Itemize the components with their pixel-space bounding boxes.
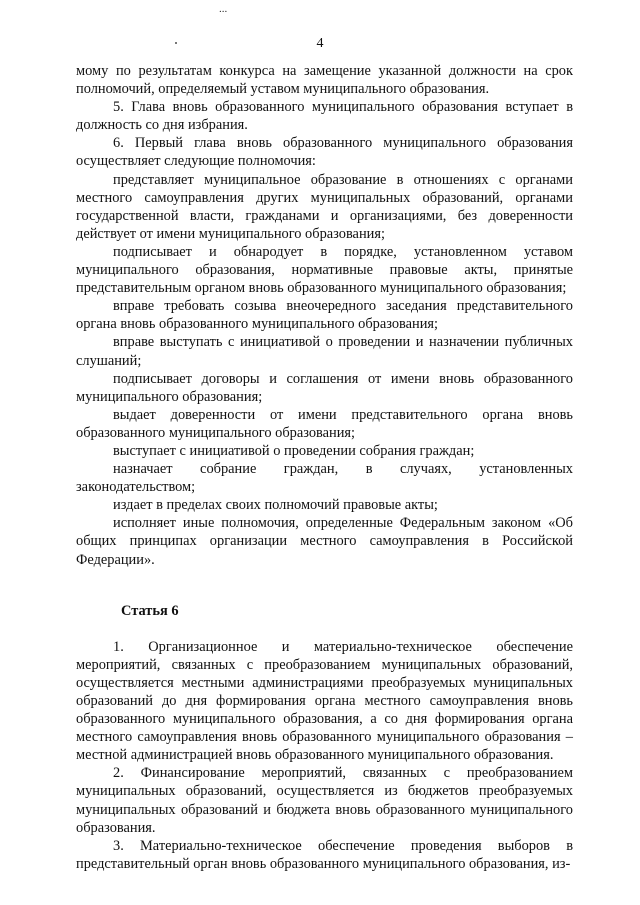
power-list-item: выступает с инициативой о проведении собрания граждан; xyxy=(113,442,475,459)
paragraph-item-6: 6. Первый глава вновь образованного муниципального образования осуществляет следующие полномочия: xyxy=(76,135,573,170)
power-list-item: исполняет иные полномочия, определенные Федеральным законом «Об общих принципах организации местного самоуправления в Российской Федерации». xyxy=(76,515,573,568)
power-list-item: выдает доверенности от имени представительного органа вновь образованного муниципального образования; xyxy=(76,406,573,441)
power-list-item: издает в пределах своих полномочий правовые акты; xyxy=(113,497,438,514)
paragraph-item-5: 5. Глава вновь образованного муниципального образования вступает в должность со дня избрания. xyxy=(76,99,573,134)
power-list-item: представляет муниципальное образование в отношениях с органами местного самоуправления других муниципальных образований, органами государственной власти, гражданами и организациями, без доверенности действует от имени муниципального образования; xyxy=(76,171,573,242)
power-list-item: подписывает и обнародует в порядке, установленном уставом муниципального образования, нормативные правовые акты, принятые представительным органом вновь образованного муниципального образования; xyxy=(76,243,573,297)
article-paragraph-3: 3. Материально-техническое обеспечение проведения выборов в представительный орган вновь образованного муниципального образования, из- xyxy=(76,837,573,872)
article-heading: Статья 6 xyxy=(121,602,179,619)
header-mark: ... xyxy=(219,3,228,15)
power-list-item: подписывает договоры и соглашения от имени вновь образованного муниципального образования; xyxy=(76,370,573,405)
power-list-item: вправе требовать созыва внеочередного заседания представительного органа вновь образованного муниципального образования; xyxy=(76,298,573,333)
paragraph-continuation: мому по результатам конкурса на замещение указанной должности на срок полномочий, определяемый уставом муниципального образования. xyxy=(76,63,573,98)
body-text xyxy=(76,62,573,873)
power-list-item: вправе выступать с инициативой о проведении и назначении публичных слушаний; xyxy=(76,334,573,369)
article-paragraph-2: 2. Финансирование мероприятий, связанных с преобразованием муниципальных образований, осуществляется из бюджетов преобразуемых муниципальных образований и бюджета вновь образованного муниципального образования. xyxy=(76,765,573,836)
page-number: 4 xyxy=(316,36,324,51)
article-paragraph-1: 1. Организационное и материально-техническое обеспечение мероприятий, связанных с преобразованием муниципальных образований, осуществляется местными администрациями преобразуемых муниципальных образований до дня формирования органа местного самоуправления вновь образованного муниципального образования, а со дня формирования органа местного самоуправления вновь образованного муниципального образования – местной администрацией вновь образованного муниципального образования. xyxy=(76,638,573,764)
power-list-item: назначает собрание граждан, в случаях, установленных законодательством; xyxy=(76,461,573,496)
